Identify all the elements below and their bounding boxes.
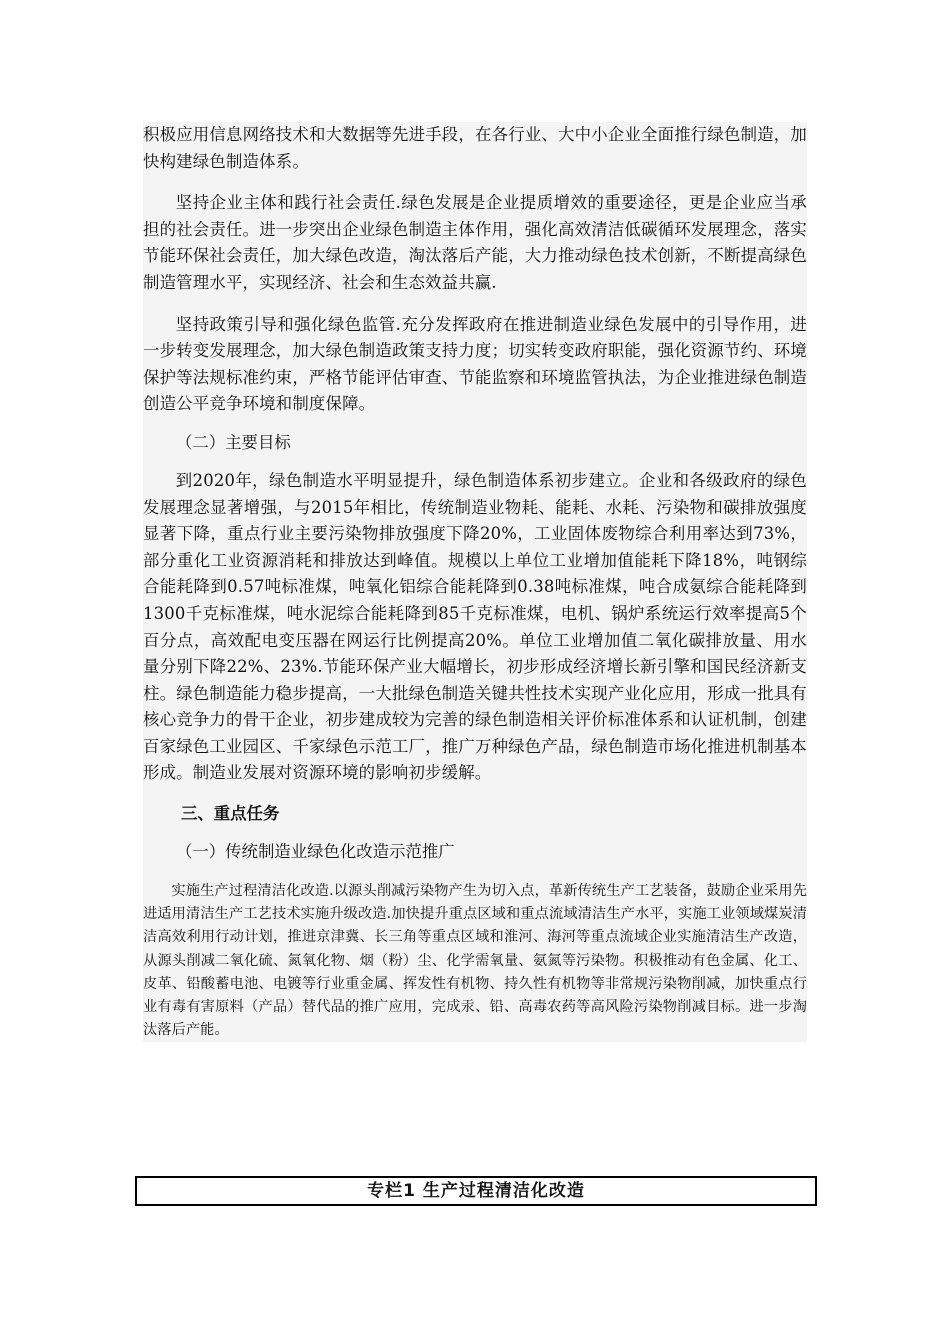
paragraph-policy-guidance: 坚持政策引导和强化绿色监管.充分发挥政府在推进制造业绿色发展中的引导作用，进一步转变发展理念，加大绿色制造政策支持力度；切实转变政府职能，强化资源节约、环境保护等法规标准约束，严格节能评估审查、节能监察和环境监管执法，为企业推进绿色制造创造公平竞争环境和制度保障。: [143, 314, 807, 414]
document-body: [143, 122, 807, 1042]
paragraph-main-goals: 到2020年，绿色制造水平明显提升，绿色制造体系初步建立。企业和各级政府的绿色发展理念显著增强，与2015年相比，传统制造业物耗、能耗、水耗、污染物和碳排放强度显著下降，重点行业主要污染物排放强度下降20%，工业固体废物综合利用率达到73%，部分重化工业资源消耗和排放达到峰值。规模以上单位工业增加值能耗下降18%，吨钢综合能耗降到0.57吨标准煤，吨氧化铝综合能耗降到0.38吨标准煤，吨合成氨综合能耗降到1300千克标准煤，吨水泥综合能耗降到85千克标准煤，电机、锅炉系统运行效率提高5个百分点，高效配电变压器在网运行比例提高20%。单位工业增加值二氧化碳排放量、用水量分别下降22%、23%.节能环保产业大幅增长，初步形成经济增长新引擎和国民经济新支柱。绿色制造能力稳步提高，一大批绿色制造关键共性技术实现产业化应用，形成一批具有核心竞争力的骨干企业，初步建成较为完善的绿色制造相关评价标准体系和认证机制，创建百家绿色工业园区、千家绿色示范工厂，推广万种绿色产品，绿色制造市场化推进机制基本形成。制造业发展对资源环境的影响初步缓解。: [143, 470, 807, 783]
paragraph-intro-continuation: 积极应用信息网络技术和大数据等先进手段，在各行业、大中小企业全面推行绿色制造，加快构建绿色制造体系。: [143, 125, 807, 171]
section-subheading-main-goals: （二）主要目标: [176, 432, 291, 452]
section-heading-key-tasks: 三、重点任务: [181, 804, 280, 824]
section-subheading-traditional-manufacturing: （一）传统制造业绿色化改造示范推广: [176, 842, 455, 862]
paragraph-clean-production: 实施生产过程清洁化改造.以源头削减污染物产生为切入点，革新传统生产工艺装备，鼓励企业采用先进适用清洁生产工艺技术实施升级改造.加快提升重点区域和重点流域清洁生产水平，实施工业领域煤炭清洁高效利用行动计划，推进京津冀、长三角等重点区域和淮河、海河等重点流域企业实施清洁生产改造，从源头削减二氧化硫、氮氧化物、烟（粉）尘、化学需氧量、氨氮等污染物。积极推动有色金属、化工、皮革、铅酸蓄电池、电镀等行业重金属、挥发性有机物、持久性有机物等非常规污染物削减，加快重点行业有毒有害原料（产品）替代品的推广应用，完成汞、铅、高毒农药等高风险污染物削减目标。进一步淘汰落后产能。: [143, 883, 807, 1039]
column-box-title: 专栏1 生产过程清洁化改造: [135, 1176, 817, 1206]
paragraph-enterprise-responsibility: 坚持企业主体和践行社会责任.绿色发展是企业提质增效的重要途径，更是企业应当承担的社会责任。进一步突出企业绿色制造主体作用，强化高效清洁低碳循环发展理念，落实节能环保社会责任，加大绿色改造，淘汰落后产能，大力推动绿色技术创新，不断提高绿色制造管理水平，实现经济、社会和生态效益共赢.: [143, 193, 807, 292]
